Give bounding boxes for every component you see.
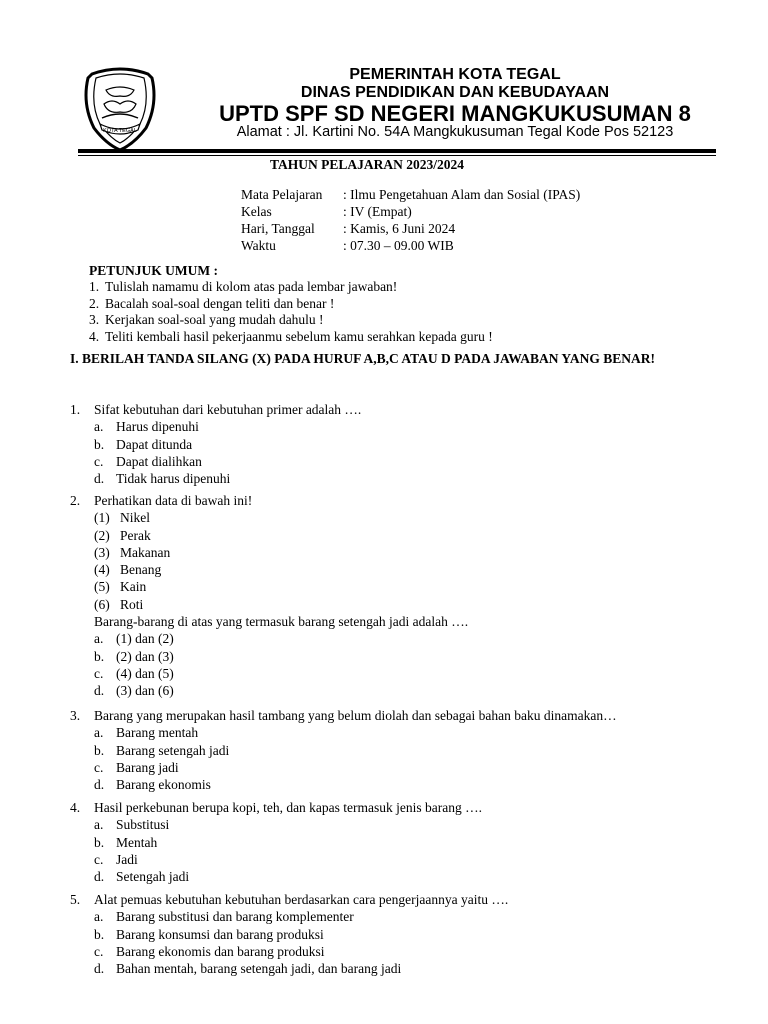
info-subject — [241, 186, 580, 203]
instruction-number: 2. — [89, 295, 100, 311]
data-item-text: Makanan — [120, 544, 171, 560]
question-text: Hasil perkebunan berupa kopi, teh, dan kapas termasuk jenis barang …. — [94, 800, 483, 815]
answer-option[interactable] — [70, 470, 710, 487]
info-label: Kelas — [241, 204, 272, 219]
instruction-number: 3. — [89, 312, 100, 327]
answer-option[interactable] — [70, 834, 710, 851]
option-letter: b. — [94, 648, 105, 664]
school-year: TAHUN PELAJARAN 2023/2024 — [270, 157, 465, 172]
question-1 — [70, 401, 710, 487]
data-item — [70, 561, 710, 578]
answer-option[interactable] — [70, 724, 710, 741]
info-label: Waktu — [241, 238, 276, 253]
answer-option[interactable] — [70, 742, 710, 759]
data-item-text: Perak — [120, 527, 151, 543]
info-value: : Ilmu Pengetahuan Alam dan Sosial (IPAS) — [343, 187, 581, 202]
school-address: Alamat : Jl. Kartini No. 54A Mangkukusuman Tegal Kode Pos 52123 — [236, 124, 674, 140]
info-time — [241, 237, 580, 254]
option-text: Barang substitusi dan barang komplementer — [116, 909, 354, 925]
exam-info — [241, 186, 580, 254]
option-letter: c. — [94, 759, 104, 775]
header-divider-thick — [78, 149, 716, 153]
answer-option[interactable] — [70, 648, 710, 665]
option-letter: d. — [94, 777, 105, 793]
question-3 — [70, 707, 710, 793]
answer-option[interactable] — [70, 436, 710, 453]
option-text: Barang setengah jadi — [116, 742, 230, 758]
question-number: 3. — [70, 708, 81, 723]
answer-option[interactable] — [70, 816, 710, 833]
option-text: Harus dipenuhi — [116, 419, 199, 435]
instruction-text: Tulislah namamu di kolom atas pada lembar jawaban! — [105, 279, 398, 294]
data-item-text: Roti — [120, 596, 144, 612]
question-stem — [70, 401, 710, 418]
info-date — [241, 220, 580, 237]
answer-option[interactable] — [70, 868, 710, 885]
question-number: 5. — [70, 892, 81, 907]
question-text: Sifat kebutuhan dari kebutuhan primer adalah …. — [94, 402, 362, 417]
option-letter: b. — [94, 436, 105, 452]
data-item — [70, 578, 710, 595]
instruction-item — [89, 279, 729, 296]
option-text: Bahan mentah, barang setengah jadi, dan barang jadi — [116, 961, 402, 977]
option-text: Tidak harus dipenuhi — [116, 471, 231, 487]
answer-option[interactable] — [70, 908, 710, 925]
option-letter: a. — [94, 631, 104, 647]
question-number: 2. — [70, 493, 81, 508]
question-4 — [70, 799, 710, 885]
option-letter: c. — [94, 665, 104, 681]
question-followup: Barang-barang di atas yang termasuk barang setengah jadi adalah …. — [94, 614, 469, 630]
instruction-item — [89, 296, 729, 313]
answer-option[interactable] — [70, 960, 710, 977]
instruction-item — [89, 329, 729, 346]
data-item-text: Nikel — [120, 510, 150, 526]
instructions-title: PETUNJUK UMUM : — [89, 263, 218, 278]
option-letter: a. — [94, 909, 104, 925]
option-letter: a. — [94, 817, 104, 833]
option-letter: d. — [94, 683, 105, 699]
question-stem — [70, 891, 710, 908]
instruction-number: 4. — [89, 328, 100, 344]
instruction-number: 1. — [89, 279, 100, 294]
data-item-text: Benang — [120, 562, 162, 578]
data-item-number: (5) — [94, 579, 110, 595]
option-text: Dapat dialihkan — [116, 453, 202, 469]
question-stem — [70, 707, 710, 724]
section-title: I. BERILAH TANDA SILANG (X) PADA HURUF A,B,C ATAU D PADA JAWABAN YANG BENAR! — [70, 351, 656, 366]
option-letter: c. — [94, 851, 104, 867]
option-text: (2) dan (3) — [116, 648, 174, 664]
header-divider-thin — [78, 155, 716, 156]
answer-option[interactable] — [70, 418, 710, 435]
answer-option[interactable] — [70, 776, 710, 793]
info-value: : IV (Empat) — [343, 204, 412, 219]
data-item — [70, 544, 710, 561]
data-item-number: (2) — [94, 527, 110, 543]
data-item — [70, 527, 710, 544]
logo-lettering: KOTA TEGAL — [103, 128, 137, 134]
instruction-text: Teliti kembali hasil pekerjaanmu sebelum kamu serahkan kepada guru ! — [105, 328, 493, 344]
option-text: Jadi — [116, 851, 138, 867]
answer-option[interactable] — [70, 759, 710, 776]
option-text: Barang konsumsi dan barang produksi — [116, 926, 324, 942]
option-letter: d. — [94, 869, 105, 885]
data-item-number: (3) — [94, 544, 110, 560]
option-letter: a. — [94, 419, 104, 435]
government-title: PEMERINTAH KOTA TEGAL — [349, 66, 561, 83]
answer-option[interactable] — [70, 851, 710, 868]
question-2 — [70, 492, 710, 700]
option-letter: b. — [94, 834, 105, 850]
option-letter: a. — [94, 725, 104, 741]
info-class — [241, 203, 580, 220]
option-text: (4) dan (5) — [116, 665, 174, 681]
department-title: DINAS PENDIDIKAN DAN KEBUDAYAAN — [300, 84, 610, 101]
option-text: Setengah jadi — [116, 869, 190, 885]
answer-option[interactable] — [70, 665, 710, 682]
question-text: Barang yang merupakan hasil tambang yang belum diolah dan sebagai bahan baku dinamakan… — [94, 708, 617, 723]
option-text: Substitusi — [116, 817, 170, 833]
answer-option[interactable] — [70, 682, 710, 699]
option-text: Barang mentah — [116, 725, 199, 741]
data-item — [70, 596, 710, 613]
instruction-text: Kerjakan soal-soal yang mudah dahulu ! — [105, 312, 324, 327]
question-text: Alat pemuas kebutuhan kebutuhan berdasarkan cara pengerjaannya yaitu …. — [94, 892, 509, 907]
data-item-text: Kain — [120, 579, 147, 595]
question-stem — [70, 799, 710, 816]
option-letter: b. — [94, 926, 105, 942]
answer-option[interactable] — [70, 926, 710, 943]
option-letter: d. — [94, 961, 105, 977]
option-letter: d. — [94, 471, 105, 487]
city-emblem-logo — [80, 64, 160, 152]
answer-option[interactable] — [70, 453, 710, 470]
answer-option[interactable] — [70, 630, 710, 647]
option-text: Barang ekonomis — [116, 777, 211, 793]
option-letter: b. — [94, 742, 105, 758]
instruction-text: Bacalah soal-soal dengan teliti dan benar ! — [105, 295, 335, 311]
option-text: Mentah — [116, 834, 158, 850]
data-item-number: (4) — [94, 562, 110, 578]
info-label: Hari, Tanggal — [241, 221, 315, 236]
question-5 — [70, 891, 710, 977]
question-stem — [70, 492, 710, 509]
info-label: Mata Pelajaran — [241, 187, 323, 202]
general-instructions — [89, 262, 729, 345]
instruction-item — [89, 312, 729, 329]
school-name: UPTD SPF SD NEGERI MANGKUKUSUMAN 8 — [219, 101, 691, 126]
data-item — [70, 509, 710, 526]
info-value: : Kamis, 6 Juni 2024 — [343, 221, 456, 236]
option-text: (1) dan (2) — [116, 631, 174, 647]
option-letter: c. — [94, 943, 104, 959]
option-text: Barang ekonomis dan barang produksi — [116, 943, 325, 959]
option-text: Barang jadi — [116, 759, 179, 775]
question-number: 1. — [70, 402, 81, 417]
question-text: Perhatikan data di bawah ini! — [94, 493, 253, 508]
question-number: 4. — [70, 800, 81, 815]
option-text: (3) dan (6) — [116, 683, 174, 699]
data-item-number: (6) — [94, 596, 110, 612]
answer-option[interactable] — [70, 943, 710, 960]
option-text: Dapat ditunda — [116, 436, 193, 452]
option-letter: c. — [94, 453, 104, 469]
info-value: : 07.30 – 09.00 WIB — [343, 238, 454, 253]
data-item-number: (1) — [94, 510, 110, 526]
